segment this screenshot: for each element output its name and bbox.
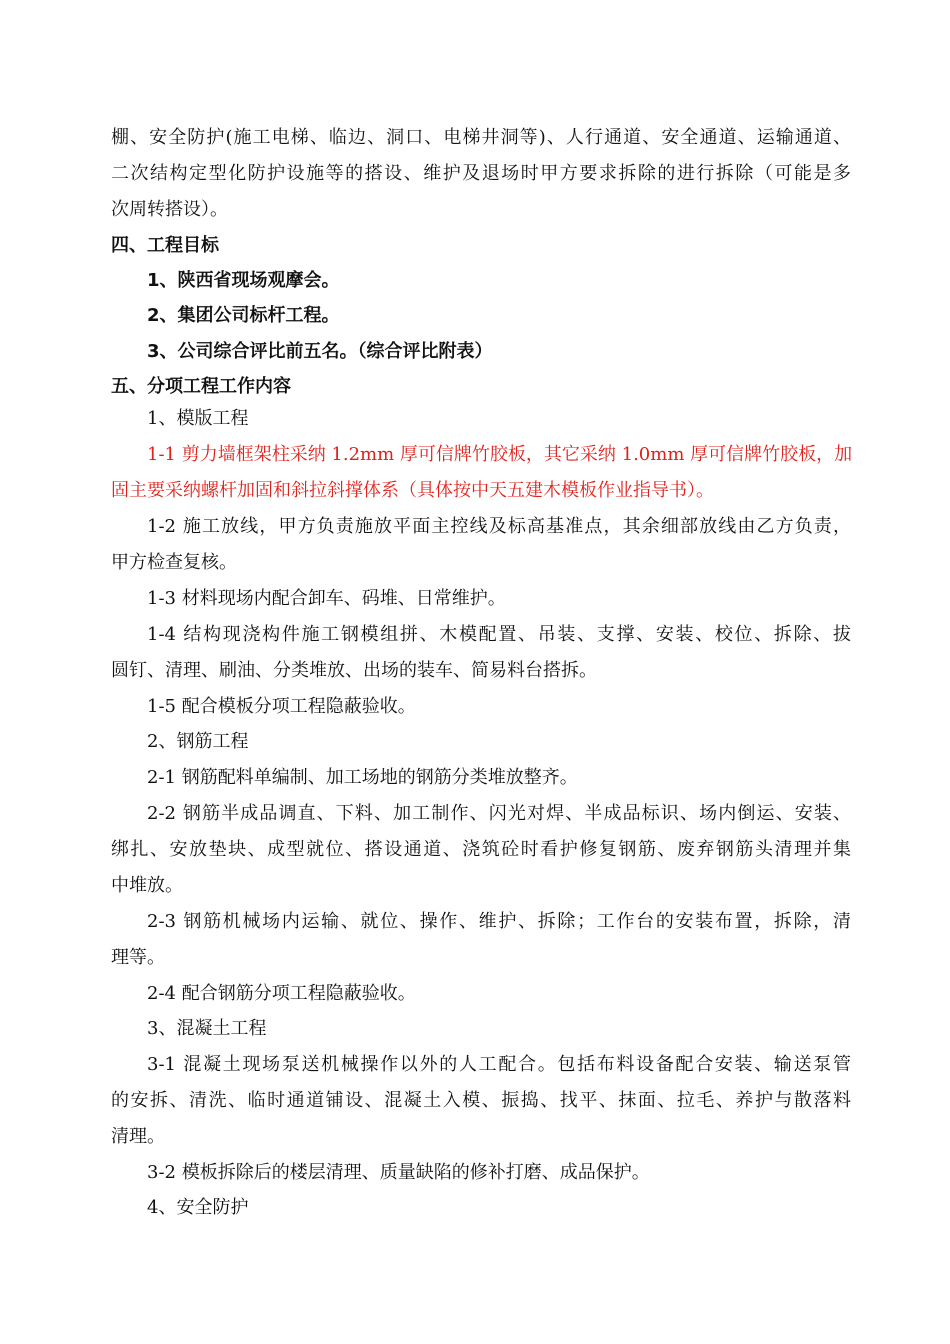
sub3-title: 3、混凝土工程 (147, 1018, 267, 1039)
goal-item-3: 3、公司综合评比前五名。（综合评比附表） (147, 341, 493, 362)
sub2-p2-line-2: 绑扎、安放垫块、成型就位、搭设通道、浇筑砼时看护修复钢筋、废弃钢筋头清理并集 (111, 839, 851, 860)
sub2-p3-line-2: 理等。 (111, 947, 165, 968)
sub1-p2-line-1: 1-2 施工放线，甲方负责施放平面主控线及标高基准点，其余细部放线由乙方负责， (147, 516, 851, 537)
goal-item-2: 2、集团公司标杆工程。 (147, 305, 340, 326)
sub1-p4-line-1: 1-4 结构现浇构件施工钢模组拼、木模配置、吊装、支撑、安装、校位、拆除、拔 (147, 624, 851, 645)
sub2-p3-line-1: 2-3 钢筋机械场内运输、就位、操作、维护、拆除；工作台的安装布置，拆除，清 (147, 911, 851, 932)
intro-line-2: 二次结构定型化防护设施等的搭设、维护及退场时甲方要求拆除的进行拆除（可能是多 (111, 163, 851, 184)
sub2-p2-line-3: 中堆放。 (111, 875, 183, 896)
section5-heading: 五、分项工程工作内容 (111, 376, 291, 397)
sub3-p1-line-3: 清理。 (111, 1126, 165, 1147)
sub2-title: 2、钢筋工程 (147, 731, 249, 752)
sub4-title: 4、安全防护 (147, 1197, 249, 1218)
section4-heading: 四、工程目标 (111, 235, 219, 256)
sub1-red-line-1: 1-1 剪力墙框架柱采纳 1.2mm 厚可信牌竹胶板，其它采纳 1.0mm 厚可信牌竹胶板，加 (147, 444, 853, 465)
sub3-p1-line-2: 的安拆、清洗、临时通道铺设、混凝土入模、振捣、找平、抹面、拉毛、养护与散落料 (111, 1090, 851, 1111)
sub3-p1-line-1: 3-1 混凝土现场泵送机械操作以外的人工配合。包括布料设备配合安装、输送泵管 (147, 1054, 851, 1075)
goal-item-1: 1、陕西省现场观摩会。 (147, 270, 340, 291)
sub1-p2-line-2: 甲方检查复核。 (111, 552, 237, 573)
intro-line-1: 棚、安全防护(施工电梯、临边、洞口、电梯井洞等)、人行通道、安全通道、运输通道、 (111, 127, 851, 148)
sub1-p3: 1-3 材料现场内配合卸车、码堆、日常维护。 (147, 588, 506, 609)
sub2-p2-line-1: 2-2 钢筋半成品调直、下料、加工制作、闪光对焊、半成品标识、场内倒运、安装、 (147, 803, 851, 824)
sub2-p4: 2-4 配合钢筋分项工程隐蔽验收。 (147, 983, 416, 1004)
intro-line-3: 次周转搭设）。 (111, 199, 228, 220)
sub1-p4-line-2: 圆钉、清理、刷油、分类堆放、出场的装车、简易料台搭拆。 (111, 660, 597, 681)
sub1-p5: 1-5 配合模板分项工程隐蔽验收。 (147, 696, 416, 717)
sub2-p1: 2-1 钢筋配料单编制、加工场地的钢筋分类堆放整齐。 (147, 767, 578, 788)
sub1-title: 1、模版工程 (147, 408, 249, 429)
sub1-red-line-2: 固主要采纳螺杆加固和斜拉斜撑体系（具体按中天五建木模板作业指导书）。 (111, 480, 714, 501)
sub3-p2: 3-2 模板拆除后的楼层清理、质量缺陷的修补打磨、成品保护。 (147, 1162, 650, 1183)
